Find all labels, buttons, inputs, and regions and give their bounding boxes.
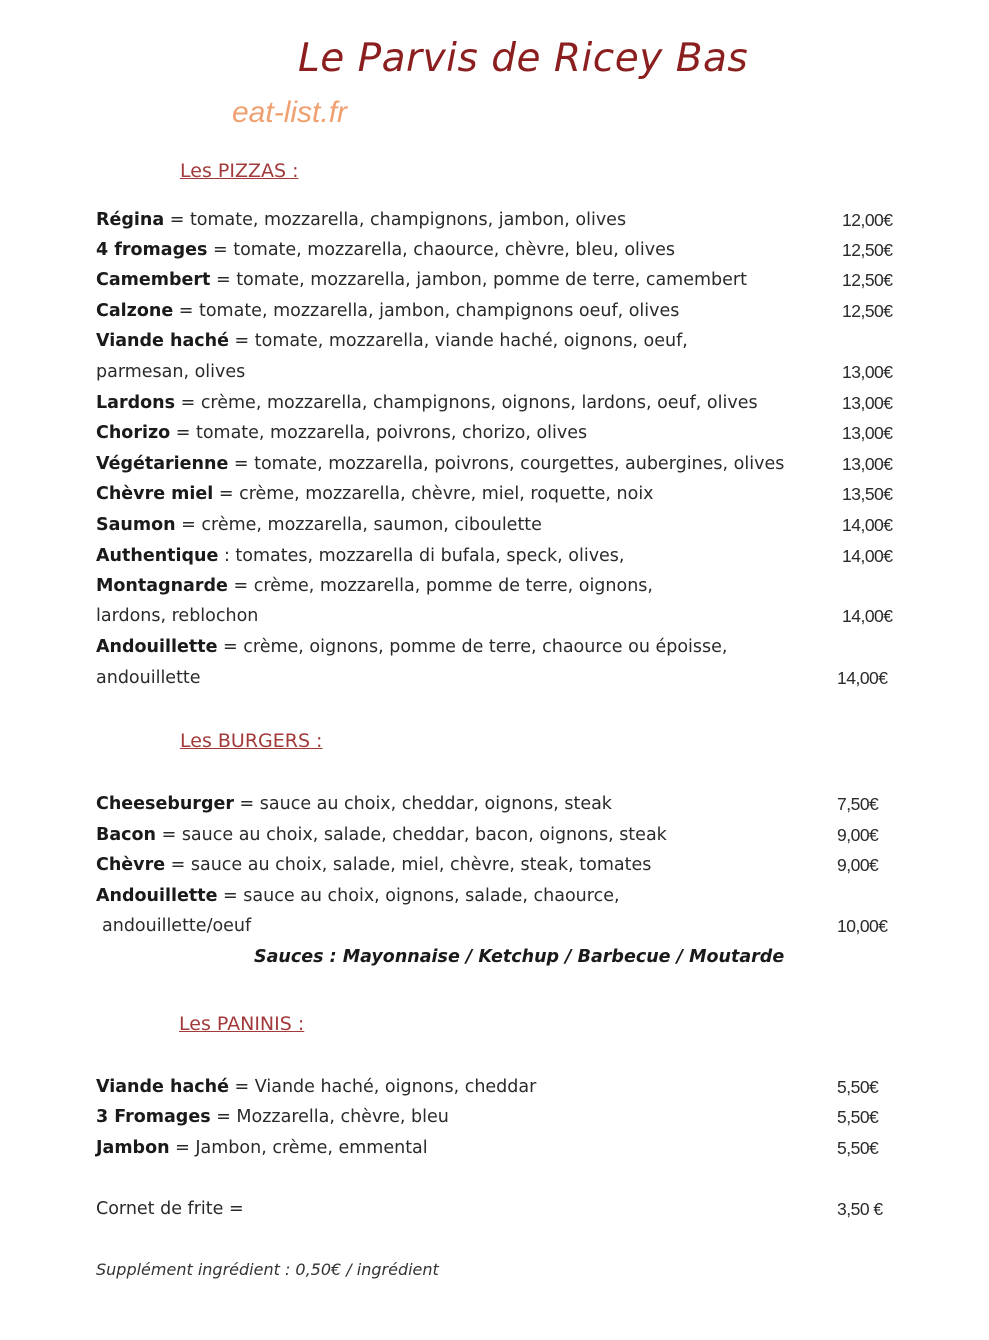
item-name: Saumon (96, 515, 176, 535)
menu-item-panini-viande-hache (96, 1076, 536, 1098)
item-sep: = (170, 423, 196, 443)
item-sep: = (173, 301, 199, 321)
item-sep: = (169, 1138, 196, 1158)
item-name: Chèvre (96, 855, 166, 875)
burgers-heading: Les BURGERS : (180, 730, 323, 752)
item-desc: sauce au choix, salade, cheddar, bacon, oignons, steak (181, 825, 667, 845)
item-desc: tomate, mozzarella, poivrons, chorizo, olives (195, 423, 588, 443)
menu-item-chevre-miel (96, 483, 654, 505)
item-desc: crème, mozzarella, chèvre, miel, roquette, noix (239, 484, 654, 504)
item-sep: = (210, 1107, 237, 1127)
item-price: 7,50€ (837, 794, 879, 814)
menu-item-authentique (96, 545, 625, 567)
cornet-de-frite-price: 3,50 € (837, 1199, 883, 1219)
item-sep: = (207, 240, 234, 260)
item-price: 13,00€ (842, 454, 893, 474)
item-sep: = (175, 393, 201, 413)
item-name: Jambon (96, 1138, 170, 1158)
item-price: 14,00€ (842, 546, 893, 566)
item-price: 12,00€ (842, 210, 893, 230)
menu-item-chevre-burger (96, 854, 651, 876)
item-sep: = (213, 484, 240, 504)
menu-item-andouillette-burger (96, 885, 620, 907)
item-price: 12,50€ (842, 270, 893, 290)
item-price: 13,50€ (842, 484, 893, 504)
item-desc-continued: parmesan, olives (96, 362, 246, 382)
item-price: 9,00€ (837, 855, 879, 875)
item-price: 13,00€ (842, 362, 893, 382)
item-desc: tomate, mozzarella, jambon, champignons oeuf, olives (198, 301, 680, 321)
menu-item-calzone (96, 300, 679, 322)
page-title: Le Parvis de Ricey Bas (298, 36, 749, 81)
supplement-note: Supplément ingrédient : 0,50€ / ingrédient (96, 1260, 439, 1279)
item-desc: sauce au choix, cheddar, oignons, steak (259, 794, 612, 814)
menu-item-viande-hache (96, 330, 688, 352)
item-desc-continued: andouillette (96, 668, 201, 688)
item-desc: crème, mozzarella, champignons, oignons, lardons, oeuf, olives (200, 393, 758, 413)
menu-item-lardons (96, 392, 758, 414)
menu-item-bacon (96, 824, 667, 846)
sauces-note: Sauces : Mayonnaise / Ketchup / Barbecue / Moutarde (254, 947, 785, 967)
menu-item-camembert (96, 269, 747, 291)
pizzas-heading: Les PIZZAS : (180, 160, 299, 182)
item-sep: = (228, 454, 255, 474)
item-desc: crème, mozzarella, pomme de terre, oignons, (253, 576, 653, 596)
menu-item-andouillette-pizza (96, 636, 728, 658)
item-desc: Jambon, crème, emmental (195, 1138, 428, 1158)
item-desc: Mozzarella, chèvre, bleu (236, 1107, 449, 1127)
item-name: Viande haché (96, 1077, 229, 1097)
item-sep: = (228, 1077, 255, 1097)
item-sep: = (227, 576, 254, 596)
item-sep: = (210, 270, 237, 290)
item-desc: tomate, mozzarella, jambon, pomme de terre, camembert (236, 270, 747, 290)
menu-item-cheeseburger (96, 793, 612, 815)
item-sep: = (233, 794, 260, 814)
item-desc: tomate, mozzarella, chaource, chèvre, bleu, olives (233, 240, 676, 260)
item-desc: tomates, mozzarella di bufala, speck, olives, (235, 546, 625, 566)
watermark: eat-list.fr (232, 96, 348, 129)
item-name: Lardons (96, 393, 176, 413)
item-desc: crème, mozzarella, saumon, ciboulette (201, 515, 542, 535)
item-desc: sauce au choix, oignons, salade, chaource, (243, 886, 620, 906)
item-price: 9,00€ (837, 825, 879, 845)
item-sep: = (165, 855, 191, 875)
item-name: Chorizo (96, 423, 171, 443)
item-name: Montagnarde (96, 576, 228, 596)
item-sep: = (217, 637, 244, 657)
item-desc: Viande haché, oignons, cheddar (254, 1077, 537, 1097)
item-price: 5,50€ (837, 1138, 879, 1158)
item-name: Cheeseburger (96, 794, 234, 814)
menu-item-4-fromages (96, 239, 675, 261)
item-name: Chèvre miel (96, 484, 214, 504)
item-name: Camembert (96, 270, 211, 290)
item-name: Andouillette (96, 637, 218, 657)
item-name: Végétarienne (96, 454, 229, 474)
item-sep: = (217, 886, 244, 906)
cornet-de-frite-label: Cornet de frite = (96, 1199, 244, 1219)
item-price: 13,00€ (842, 393, 893, 413)
item-name: Andouillette (96, 886, 218, 906)
item-name: Viande haché (96, 331, 229, 351)
item-price: 5,50€ (837, 1107, 879, 1127)
item-sep: = (156, 825, 182, 845)
item-name: 3 Fromages (96, 1107, 211, 1127)
item-name: Régina (96, 210, 165, 230)
item-desc-continued: lardons, reblochon (96, 606, 259, 626)
item-price: 14,00€ (842, 515, 893, 535)
item-price: 5,50€ (837, 1077, 879, 1097)
item-sep: = (175, 515, 202, 535)
item-desc-continued: andouillette/oeuf (102, 916, 252, 936)
item-price: 10,00€ (837, 916, 888, 936)
menu-item-panini-3-fromages (96, 1106, 449, 1128)
item-sep: : (218, 546, 236, 566)
item-name: Calzone (96, 301, 174, 321)
item-desc: sauce au choix, salade, miel, chèvre, steak, tomates (190, 855, 652, 875)
item-sep: = (164, 210, 190, 230)
menu-item-chorizo (96, 422, 587, 444)
item-desc: crème, oignons, pomme de terre, chaource ou époisse, (243, 637, 728, 657)
menu-item-regina (96, 209, 626, 231)
menu-item-saumon (96, 514, 542, 536)
item-name: Authentique (96, 546, 219, 566)
item-sep: = (228, 331, 255, 351)
item-desc: tomate, mozzarella, champignons, jambon, olives (189, 210, 627, 230)
paninis-heading: Les PANINIS : (179, 1013, 305, 1035)
item-name: 4 fromages (96, 240, 208, 260)
menu-item-panini-jambon (96, 1137, 428, 1159)
menu-item-montagnarde (96, 575, 653, 597)
item-desc: tomate, mozzarella, viande haché, oignons, oeuf, (254, 331, 688, 351)
item-price: 12,50€ (842, 301, 893, 321)
menu-item-vegetarienne (96, 453, 784, 475)
item-desc: tomate, mozzarella, poivrons, courgettes, aubergines, olives (254, 454, 785, 474)
item-price: 14,00€ (837, 668, 888, 688)
item-price: 13,00€ (842, 423, 893, 443)
item-price: 14,00€ (842, 606, 893, 626)
item-price: 12,50€ (842, 240, 893, 260)
item-name: Bacon (96, 825, 157, 845)
